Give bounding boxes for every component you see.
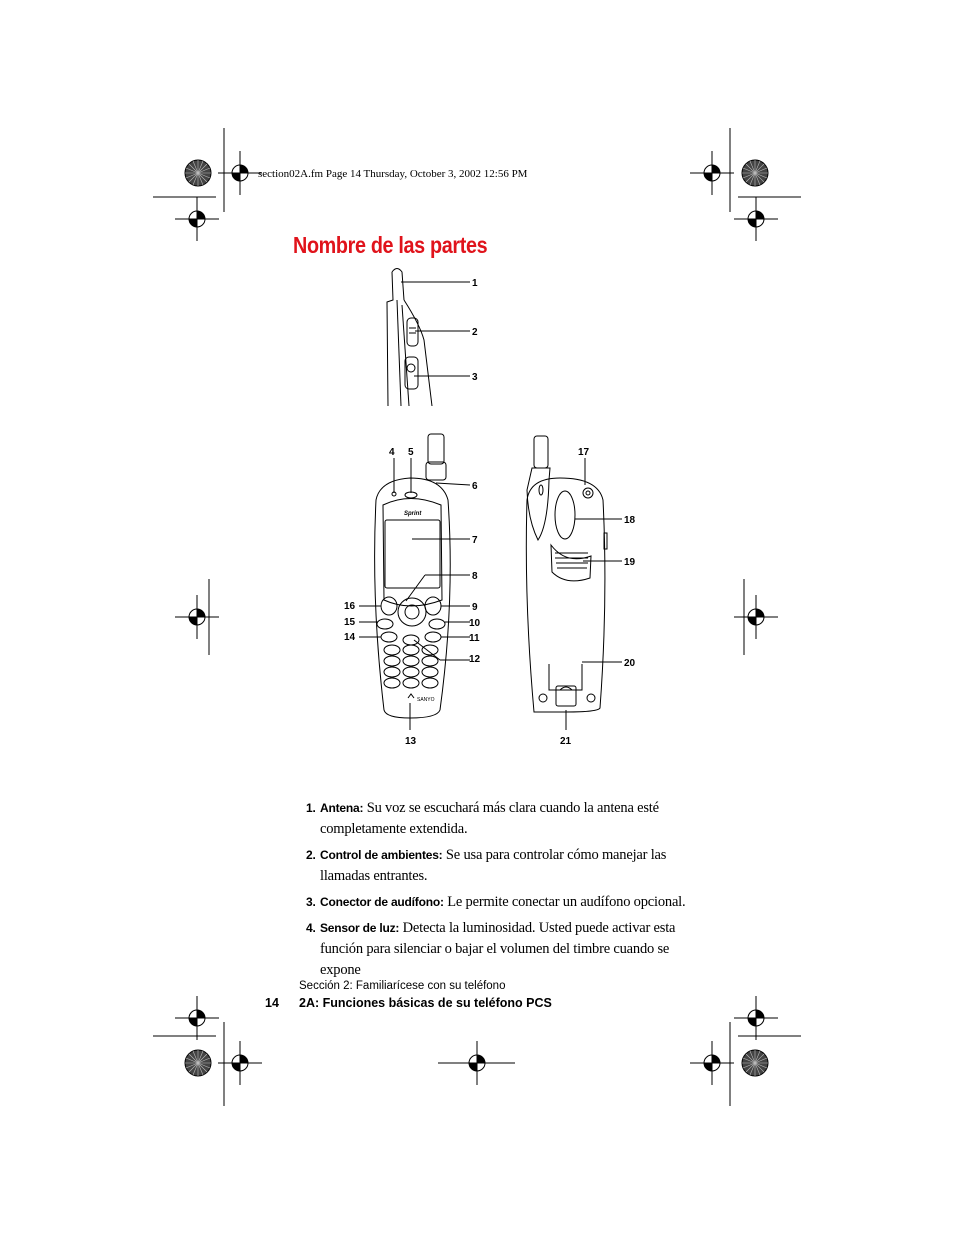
- callout-6: 6: [472, 481, 478, 492]
- callout-16: 16: [344, 601, 356, 612]
- maker-logo: SANYO: [417, 697, 435, 703]
- item-number: 4.: [306, 921, 316, 935]
- footer-section: Sección 2: Familiarícese con su teléfono: [299, 980, 506, 992]
- callout-5: 5: [408, 447, 414, 458]
- brand-logo: Sprint: [404, 511, 422, 517]
- list-item: [306, 918, 686, 981]
- phone-back-view: [526, 436, 622, 730]
- item-text: Le permite conectar un audífono opcional.: [447, 894, 686, 910]
- footer-chapter: 2A: Funciones básicas de su teléfono PCS: [299, 996, 552, 1010]
- item-term: Antena:: [320, 801, 364, 815]
- item-text: Detecta la luminosidad. Usted puede activar esta función para silenciar o bajar el volumen del timbre cuando se expone: [320, 920, 676, 978]
- page-title: Nombre de las partes: [293, 232, 488, 258]
- callout-18: 18: [624, 515, 636, 526]
- callout-21: 21: [560, 736, 572, 747]
- item-number: 3.: [306, 895, 316, 909]
- item-number: 1.: [306, 801, 316, 815]
- callout-20: 20: [624, 658, 636, 669]
- callout-15: 15: [344, 617, 356, 628]
- callout-8: 8: [472, 571, 478, 582]
- callout-19: 19: [624, 557, 636, 568]
- page-number: 14: [265, 996, 279, 1010]
- callout-12: 12: [469, 654, 481, 665]
- callout-3: 3: [472, 372, 478, 383]
- print-slug: section02A.fm Page 14 Thursday, October 3, 2002 12:56 PM: [258, 168, 528, 180]
- callout-11: 11: [469, 633, 480, 644]
- list-item: [306, 845, 686, 887]
- list-item: [306, 892, 686, 913]
- callout-7: 7: [472, 535, 478, 546]
- item-text: Su voz se escuchará más clara cuando la antena esté completamente extendida.: [320, 800, 659, 837]
- parts-list: [306, 798, 686, 986]
- phone-front-view: [359, 434, 470, 730]
- callout-1: 1: [472, 278, 478, 289]
- item-number: 2.: [306, 848, 316, 862]
- callout-10: 10: [469, 618, 481, 629]
- callout-2: 2: [472, 327, 478, 338]
- callout-4: 4: [389, 447, 395, 458]
- callout-9: 9: [472, 602, 478, 613]
- item-text: Se usa para controlar cómo manejar las llamadas entrantes.: [320, 847, 667, 884]
- item-term: Conector de audífono:: [320, 895, 444, 909]
- callout-17: 17: [578, 447, 590, 458]
- list-item: [306, 798, 686, 840]
- callout-14: 14: [344, 632, 356, 643]
- item-term: Control de ambientes:: [320, 848, 443, 862]
- keypad: [384, 645, 438, 688]
- item-term: Sensor de luz:: [320, 921, 400, 935]
- phone-side-view: [387, 269, 470, 407]
- callout-13: 13: [405, 736, 417, 747]
